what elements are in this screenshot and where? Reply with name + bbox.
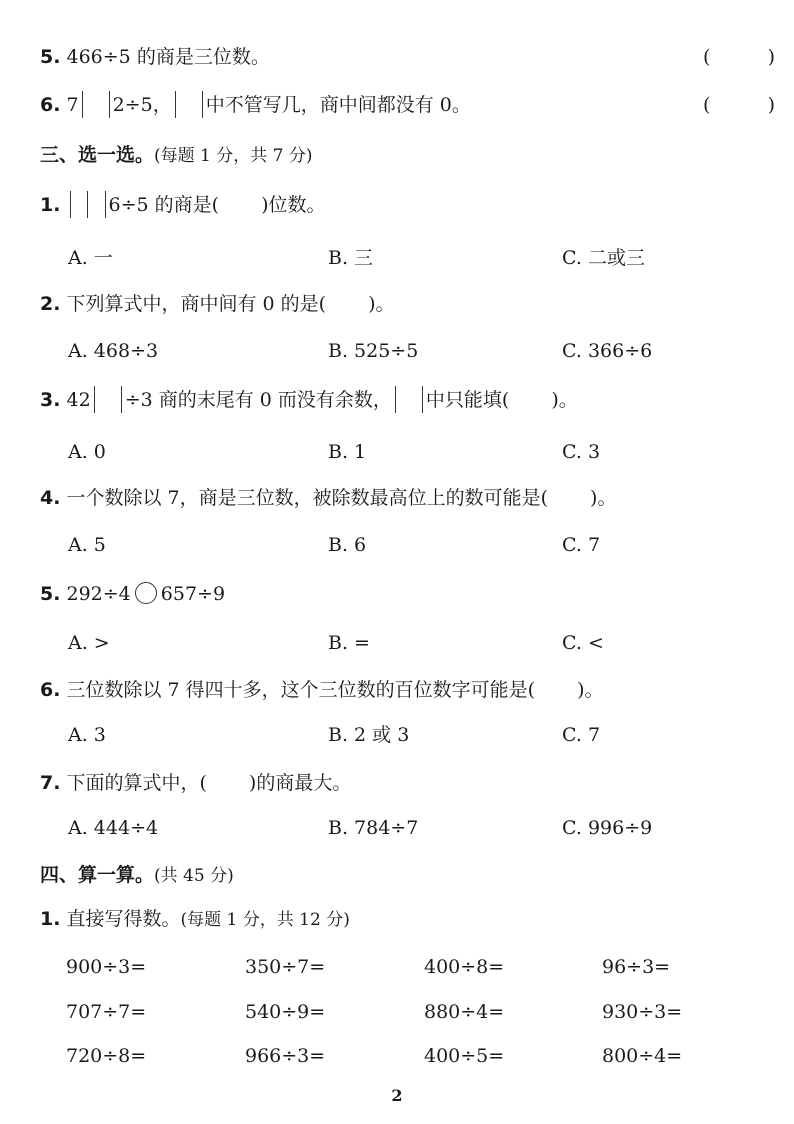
fill-box[interactable] <box>175 91 203 118</box>
question-text-pre: 42 <box>66 389 91 411</box>
item-text-pre: 7 <box>66 94 79 116</box>
paren-right: ) <box>767 94 775 116</box>
calc-item[interactable]: 350÷7= <box>245 956 326 978</box>
calc-item[interactable]: 540÷9= <box>245 1001 326 1023</box>
question-text-post: 中只能填( <box>425 389 510 411</box>
question-1 <box>40 190 325 220</box>
fill-box[interactable] <box>94 386 122 413</box>
item-number: 5. <box>40 583 61 605</box>
paren-left: ( <box>703 94 711 116</box>
question-text: 三位数除以 7 得四十多，这个三位数的百位数字可能是( <box>66 679 536 701</box>
section-note: (每题 1 分，共 7 分) <box>154 146 313 166</box>
item-text-mid: 2÷5， <box>112 94 172 116</box>
compare-circle[interactable] <box>135 582 157 604</box>
question-text: 6÷5 的商是( <box>108 194 220 216</box>
option-a[interactable]: A. 5 <box>68 534 106 556</box>
question-2 <box>40 289 395 319</box>
item-number: 1. <box>40 908 61 930</box>
item-number: 5. <box>40 46 61 68</box>
question-tail: )。 <box>368 293 395 315</box>
option-a[interactable]: A. 444÷4 <box>68 817 159 839</box>
option-c[interactable]: C. 7 <box>562 724 601 746</box>
section-note: (共 45 分) <box>154 866 234 886</box>
question-6 <box>40 675 604 705</box>
calc-item[interactable]: 400÷5= <box>424 1045 505 1067</box>
judge-item-5 <box>40 42 270 72</box>
item-text: 466÷5 的商是三位数。 <box>66 46 270 68</box>
option-c[interactable]: C. 3 <box>562 441 601 463</box>
option-b[interactable]: B. 1 <box>328 441 367 463</box>
paren-left: ( <box>703 46 711 68</box>
calc-item[interactable]: 930÷3= <box>602 1001 683 1023</box>
calc-item[interactable]: 400÷8= <box>424 956 505 978</box>
option-a[interactable]: A. 468÷3 <box>68 340 159 362</box>
paren-right: ) <box>767 46 775 68</box>
calc-item[interactable]: 96÷3= <box>602 956 671 978</box>
item-text-post: 中不管写几，商中间都没有 0。 <box>205 94 471 116</box>
option-b[interactable]: B. = <box>328 632 370 654</box>
question-5 <box>40 579 225 609</box>
section-4-heading <box>40 860 234 890</box>
answer-parentheses[interactable] <box>703 90 775 120</box>
option-b[interactable]: B. 6 <box>328 534 367 556</box>
question-7 <box>40 768 351 798</box>
option-c[interactable]: C. 366÷6 <box>562 340 653 362</box>
section-3-heading <box>40 140 313 170</box>
question-tail: )。 <box>590 487 617 509</box>
question-tail: )。 <box>551 389 578 411</box>
option-c[interactable]: C. 二或三 <box>562 247 645 269</box>
fill-box[interactable] <box>70 191 106 218</box>
question-text-pre: 292÷4 <box>66 583 131 605</box>
question-4 <box>40 483 616 513</box>
item-number: 3. <box>40 389 61 411</box>
option-b[interactable]: B. 784÷7 <box>328 817 419 839</box>
option-c[interactable]: C. 7 <box>562 534 601 556</box>
option-a[interactable]: A. 3 <box>68 724 106 746</box>
option-a[interactable]: A. 一 <box>68 247 113 269</box>
item-number: 7. <box>40 772 61 794</box>
subsection-title: 直接写得数。 <box>66 908 181 930</box>
answer-parentheses[interactable] <box>703 42 775 72</box>
option-b[interactable]: B. 525÷5 <box>328 340 419 362</box>
question-tail: )的商最大。 <box>248 772 352 794</box>
item-number: 6. <box>40 679 61 701</box>
subsection-1-heading <box>40 904 350 934</box>
item-number: 4. <box>40 487 61 509</box>
subsection-note: (每题 1 分，共 12 分) <box>180 910 350 930</box>
section-title: 三、选一选。 <box>40 144 155 166</box>
question-text: 下面的算式中，( <box>66 772 207 794</box>
question-3 <box>40 385 578 415</box>
calc-item[interactable]: 800÷4= <box>602 1045 683 1067</box>
question-tail: )。 <box>577 679 604 701</box>
calc-item[interactable]: 880÷4= <box>424 1001 505 1023</box>
question-text: 下列算式中，商中间有 0 的是( <box>66 293 327 315</box>
calc-item[interactable]: 707÷7= <box>66 1001 147 1023</box>
option-a[interactable]: A. 0 <box>68 441 106 463</box>
option-a[interactable]: A. > <box>68 632 110 654</box>
page-number: 2 <box>391 1086 403 1105</box>
question-text-mid: ÷3 商的末尾有 0 而没有余数， <box>124 389 392 411</box>
item-number: 1. <box>40 194 61 216</box>
section-title: 四、算一算。 <box>40 864 155 886</box>
fill-box[interactable] <box>395 386 423 413</box>
calc-item[interactable]: 900÷3= <box>66 956 147 978</box>
question-text: 一个数除以 7，商是三位数，被除数最高位上的数可能是( <box>66 487 549 509</box>
option-b[interactable]: B. 三 <box>328 247 374 269</box>
item-number: 6. <box>40 94 61 116</box>
calc-item[interactable]: 966÷3= <box>245 1045 326 1067</box>
option-c[interactable]: C. < <box>562 632 604 654</box>
judge-item-6 <box>40 90 471 120</box>
question-text-post: 657÷9 <box>160 583 226 605</box>
option-b[interactable]: B. 2 或 3 <box>328 724 410 746</box>
fill-box[interactable] <box>82 91 110 118</box>
calc-item[interactable]: 720÷8= <box>66 1045 147 1067</box>
item-number: 2. <box>40 293 61 315</box>
question-tail: )位数。 <box>261 194 326 216</box>
option-c[interactable]: C. 996÷9 <box>562 817 653 839</box>
